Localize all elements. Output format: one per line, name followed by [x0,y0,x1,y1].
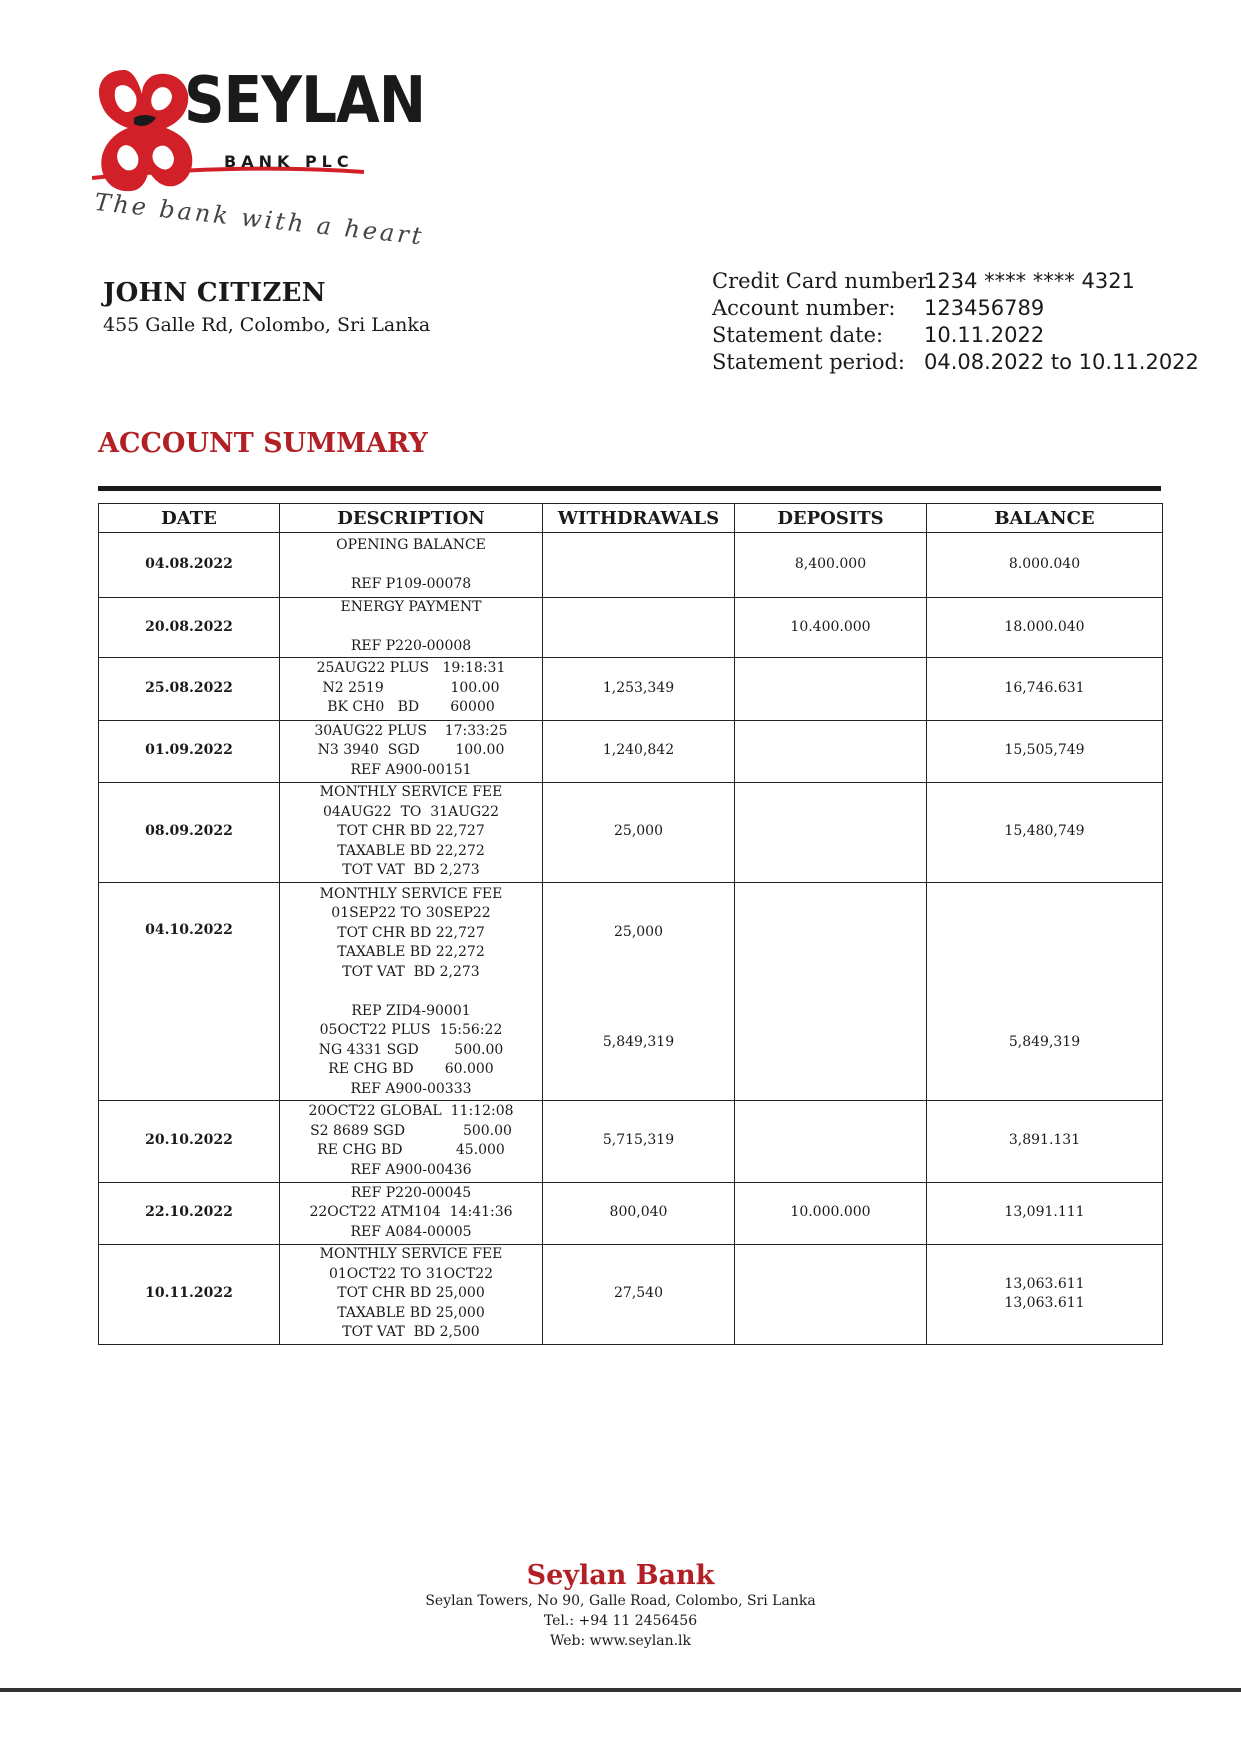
row-description [280,1182,543,1244]
logo-wordmark: SEYLAN [184,64,426,138]
info-row-statement-period [712,349,1199,376]
info-row-card [712,268,1199,295]
footer-address: Seylan Towers, No 90, Galle Road, Colombo, Sri Lanka [425,1593,816,1609]
info-row-account [712,295,1199,322]
row-deposit [735,657,927,720]
table-row [99,720,1163,782]
column-header-date: DATE [99,504,280,533]
row-description [280,720,543,782]
description-line: BK CH0 BD 60000 [327,699,495,716]
footer-bank-name: Seylan Bank [526,1560,715,1591]
description-line: OPENING BALANCE [336,536,486,553]
description-line: 05OCT22 PLUS 15:56:22 [319,1022,503,1038]
row-description [280,1244,543,1344]
description-line: ENERGY PAYMENT [340,599,482,615]
description-line: N3 3940 SGD 100.00 [317,742,505,759]
row-description [280,782,543,882]
table-row [99,657,1163,720]
info-label: Account number: [712,296,896,320]
row-withdrawal: 27,540 [543,1244,735,1344]
description-line: MONTHLY SERVICE FEE [319,885,503,902]
description-line: N2 2519 100.00 [322,679,500,696]
description-line: 01OCT22 TO 31OCT22 [328,1265,494,1282]
row-description [280,1100,543,1182]
balance-value: 5,849,319 [1008,1033,1081,1050]
transactions-table [98,503,1163,1345]
withdrawal-value: 25,000 [614,923,663,940]
row-balance: 3,891.131 [927,1100,1163,1182]
description-line: REF A900-00151 [350,761,472,778]
account-info [712,268,1199,376]
table-row [99,1182,1163,1244]
description-line: TOT VAT BD 2,273 [342,963,480,980]
row-withdrawal: 25,000 [543,782,735,882]
row-deposit: 10.400.000 [735,598,927,658]
description-line: TOT VAT BD 2,500 [342,1324,480,1341]
row-deposit [735,782,927,882]
description-line: RE CHG BD 60.000 [328,1061,494,1077]
description-line: MONTHLY SERVICE FEE [319,784,503,801]
row-withdrawal [543,598,735,658]
description-line: S2 8689 SGD 500.00 [310,1122,512,1139]
customer-name: JOHN CITIZEN [103,278,326,308]
row-date: 04.10.2022 [99,882,280,1100]
customer-address: 455 Galle Rd, Colombo, Sri Lanka [103,314,431,336]
row-deposit [735,720,927,782]
row-balance [927,882,1163,1100]
row-withdrawal: 1,253,349 [543,657,735,720]
row-balance: 18.000.040 [927,598,1163,658]
row-description [280,533,543,598]
footer-tel: Tel.: +94 11 2456456 [543,1613,698,1629]
description-line: TAXABLE BD 22,272 [337,842,485,859]
row-deposit [735,1100,927,1182]
withdrawal-value: 5,849,319 [602,1033,675,1050]
divider [98,486,1161,491]
column-header-deposits: DEPOSITS [735,504,927,533]
footer-web: Web: www.seylan.lk [549,1633,692,1649]
column-header-description: DESCRIPTION [280,504,543,533]
column-header-withdrawals: WITHDRAWALS [543,504,735,533]
description-line: NG 4331 SGD 500.00 [318,1041,504,1058]
row-date: 10.11.2022 [99,1244,280,1344]
description-line: REF A084-00005 [350,1223,472,1240]
description-line: 01SEP22 TO 30SEP22 [331,905,491,921]
row-date: 08.09.2022 [99,782,280,882]
description-line: 22OCT22 ATM104 14:41:36 [309,1204,513,1221]
row-description [280,598,543,658]
table-row [99,598,1163,658]
logo-subtitle: BANK PLC [224,152,354,171]
description-line: REF A900-00333 [350,1080,472,1097]
description-line: TOT VAT BD 2,273 [342,862,480,879]
description-line: TOT CHR BD 22,727 [337,823,485,840]
row-date: 25.08.2022 [99,657,280,720]
description-line: REF P109-00078 [350,575,472,592]
logo-tagline: The bank with a heart [93,188,426,251]
description-line: TOT CHR BD 22,727 [337,924,485,941]
table-row [99,1100,1163,1182]
bank-logo [92,64,426,251]
row-deposit: 8,400.000 [735,533,927,598]
info-label: Credit Card number: [712,269,935,293]
table-row [99,882,1163,1100]
row-withdrawal [543,533,735,598]
info-value: 04.08.2022 to 10.11.2022 [924,350,1199,374]
balance-value: 13,063.611 [1004,1295,1085,1311]
description-line: REF P220-00008 [350,638,472,654]
row-withdrawal: 800,040 [543,1182,735,1244]
info-row-statement-date [712,322,1199,349]
description-line: 25AUG22 PLUS 19:18:31 [316,660,506,677]
row-balance [927,1244,1163,1344]
description-line: REP ZID4-90001 [351,1002,471,1019]
description-line: TOT CHR BD 25,000 [337,1285,485,1302]
row-balance: 13,091.111 [927,1182,1163,1244]
row-withdrawal [543,882,735,1100]
row-date: 20.08.2022 [99,598,280,658]
footer-divider [0,1688,1241,1692]
row-date: 04.08.2022 [99,533,280,598]
info-label: Statement date: [712,323,884,347]
row-withdrawal: 5,715,319 [543,1100,735,1182]
column-header-balance: BALANCE [927,504,1163,533]
footer [0,1560,1241,1651]
description-line: 04AUG22 TO 31AUG22 [322,803,500,820]
row-date: 22.10.2022 [99,1182,280,1244]
row-description [280,882,543,1100]
description-line: TAXABLE BD 25,000 [337,1304,485,1321]
row-deposit [735,882,927,1100]
table-header-row [99,504,1163,533]
description-line: 20OCT22 GLOBAL 11:12:08 [308,1103,514,1119]
row-balance: 15,480,749 [927,782,1163,882]
table-row [99,782,1163,882]
balance-value: 13,063.611 [1004,1275,1085,1292]
row-description [280,657,543,720]
description-line: RE CHG BD 45.000 [317,1142,505,1158]
customer-block [103,278,430,336]
row-balance: 16,746.631 [927,657,1163,720]
description-line: 30AUG22 PLUS 17:33:25 [314,722,508,739]
row-deposit [735,1244,927,1344]
summary-title: ACCOUNT SUMMARY [98,428,428,459]
row-balance: 15,505,749 [927,720,1163,782]
description-line: REF P220-00045 [350,1184,472,1201]
table-row [99,1244,1163,1344]
info-label: Statement period: [712,350,905,374]
row-deposit: 10.000.000 [735,1182,927,1244]
row-balance: 8.000.040 [927,533,1163,598]
row-date: 20.10.2022 [99,1100,280,1182]
info-value: 1234 **** **** 4321 [924,269,1135,293]
info-value: 10.11.2022 [924,323,1045,347]
description-line: MONTHLY SERVICE FEE [319,1246,503,1263]
description-line: TAXABLE BD 22,272 [337,944,485,960]
row-date: 01.09.2022 [99,720,280,782]
description-line: REF A900-00436 [350,1161,472,1178]
table-row [99,533,1163,598]
info-value: 123456789 [924,296,1045,320]
row-withdrawal: 1,240,842 [543,720,735,782]
